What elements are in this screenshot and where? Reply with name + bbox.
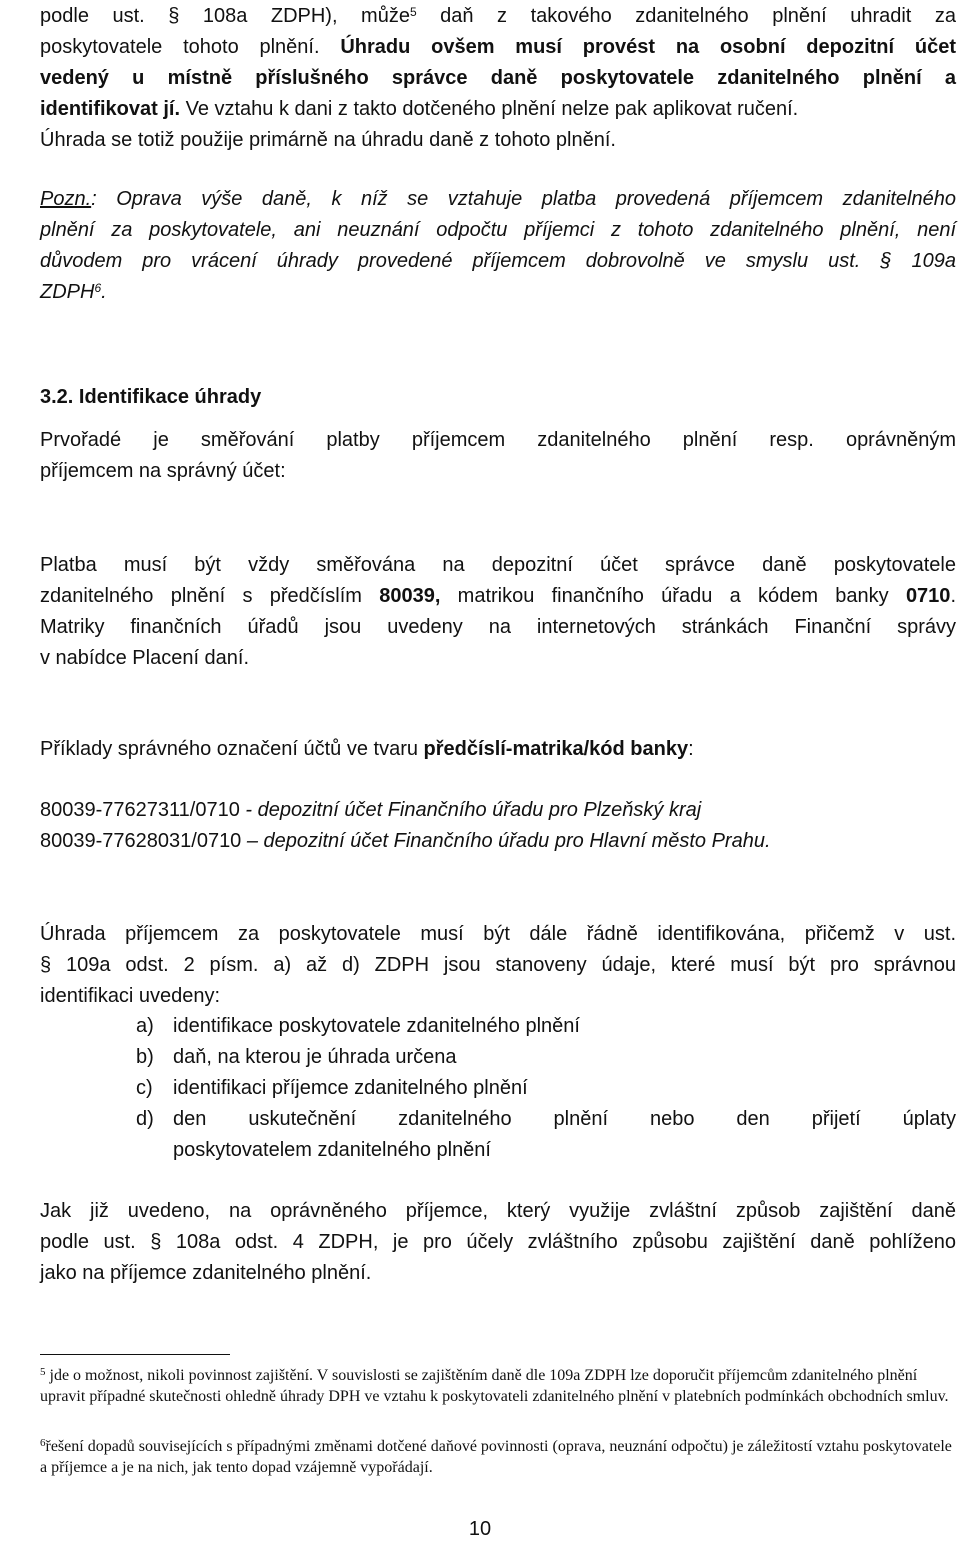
platba-line2: zdanitelného plnění s předčíslím 80039, matrikou finančního úřadu a kódem banky 0710. xyxy=(40,585,956,607)
list-item-d-cont: poskytovatelem zdanitelného plnění xyxy=(173,1139,491,1161)
para1-line5: Úhrada se totiž použije primárně na úhradu daně z tohoto plnění. xyxy=(40,129,616,151)
example-account-1: 80039-77627311/0710 - depozitní účet Finančního úřadu pro Plzeňský kraj xyxy=(40,799,702,821)
platba-line3: Matriky finančních úřadů jsou uvedeny na internetových stránkách Finanční správy xyxy=(40,616,956,638)
platba-line1: Platba musí být vždy směřována na depozitní účet správce daně poskytovatele xyxy=(40,554,956,576)
footnote-6: $^6$řešení dopadů souvisejících s případnými změnami dotčené daňové povinnosti (oprava, neuznání odpočtu) je záležitostí vztahu poskytovatele a příjemce a je na nich, jak tento dopad vzájemně vypořádají. xyxy=(40,1437,952,1476)
section-line2: příjemcem na správný účet: xyxy=(40,460,286,482)
para1-line1: podle ust. § 108a ZDPH), může$^5$ daň z takového zdanitelného plnění uhradit za xyxy=(40,5,956,27)
list-marker-a: a) xyxy=(136,1015,154,1037)
note-line2: plnění za poskytovatele, ani neuznání odpočtu příjemci z tohoto zdanitelného plnění, není xyxy=(40,219,956,241)
list-item-c: identifikaci příjemce zdanitelného plnění xyxy=(173,1077,528,1099)
identification-line1: Úhrada příjemcem za poskytovatele musí být dále řádně identifikována, přičemž v ust. xyxy=(40,923,956,945)
list-marker-b: b) xyxy=(136,1046,154,1068)
list-marker-d: d) xyxy=(136,1108,154,1130)
note-line4: ZDPH$^6$. xyxy=(40,281,107,303)
section-heading: 3.2. Identifikace úhrady xyxy=(40,386,262,408)
footnote-5: $^5$ jde o možnost, nikoli povinnost zajištění. V souvislosti se zajištěním daně dle 109a ZDPH lze doporučit příjemcům zdanitelného plnění upravit případné skutečnosti ohledně úhrady DPH ve vztahu k poskytovateli zdanitelného plnění v platebních podmínkách obchodních smluv. xyxy=(40,1366,949,1405)
examples-intro: Příklady správného označení účtů ve tvaru předčíslí-matrika/kód banky: xyxy=(40,738,694,760)
closing-line2: podle ust. § 108a odst. 4 ZDPH, je pro účely zvláštního způsobu zajištění daně pohlíženo xyxy=(40,1231,956,1253)
footnote-separator xyxy=(40,1354,230,1355)
footnote-ref-5[interactable]: 5 xyxy=(409,5,417,19)
note-line3: důvodem pro vrácení úhrady provedené příjemcem dobrovolně ve smyslu ust. § 109a xyxy=(40,250,956,272)
footnote-ref-6[interactable]: 6 xyxy=(94,281,102,295)
para1-line2: poskytovatele tohoto plnění. Úhradu ovšem musí provést na osobní depozitní účet xyxy=(40,36,956,58)
page-number: 10 xyxy=(468,1518,492,1540)
section-line1: Prvořadé je směřování platby příjemcem zdanitelného plnění resp. oprávněným xyxy=(40,429,956,451)
para1-line3: vedený u místně příslušného správce daně poskytovatele zdanitelného plnění a xyxy=(40,67,956,89)
identification-line2: § 109a odst. 2 písm. a) až d) ZDPH jsou stanoveny údaje, které musí být pro správnou xyxy=(40,954,956,976)
list-item-a: identifikace poskytovatele zdanitelného plnění xyxy=(173,1015,580,1037)
platba-line4: v nabídce Placení daní. xyxy=(40,647,250,669)
closing-line3: jako na příjemce zdanitelného plnění. xyxy=(40,1262,372,1284)
list-marker-c: c) xyxy=(136,1077,153,1099)
list-item-d: den uskutečnění zdanitelného plnění nebo den přijetí úplaty xyxy=(173,1108,956,1130)
para1-line4: identifikovat jí. Ve vztahu k dani z takto dotčeného plnění nelze pak aplikovat ručení. xyxy=(40,98,799,120)
note-line1: Pozn.: Oprava výše daně, k níž se vztahuje platba provedená příjemcem zdanitelného xyxy=(40,188,956,210)
example-account-2: 80039-77628031/0710 – depozitní účet Finančního úřadu pro Hlavní město Prahu. xyxy=(40,830,771,852)
list-item-b: daň, na kterou je úhrada určena xyxy=(173,1046,457,1068)
identification-line3: identifikaci uvedeny: xyxy=(40,985,221,1007)
closing-line1: Jak již uvedeno, na oprávněného příjemce, který využije zvláštní způsob zajištění daně xyxy=(40,1200,956,1222)
